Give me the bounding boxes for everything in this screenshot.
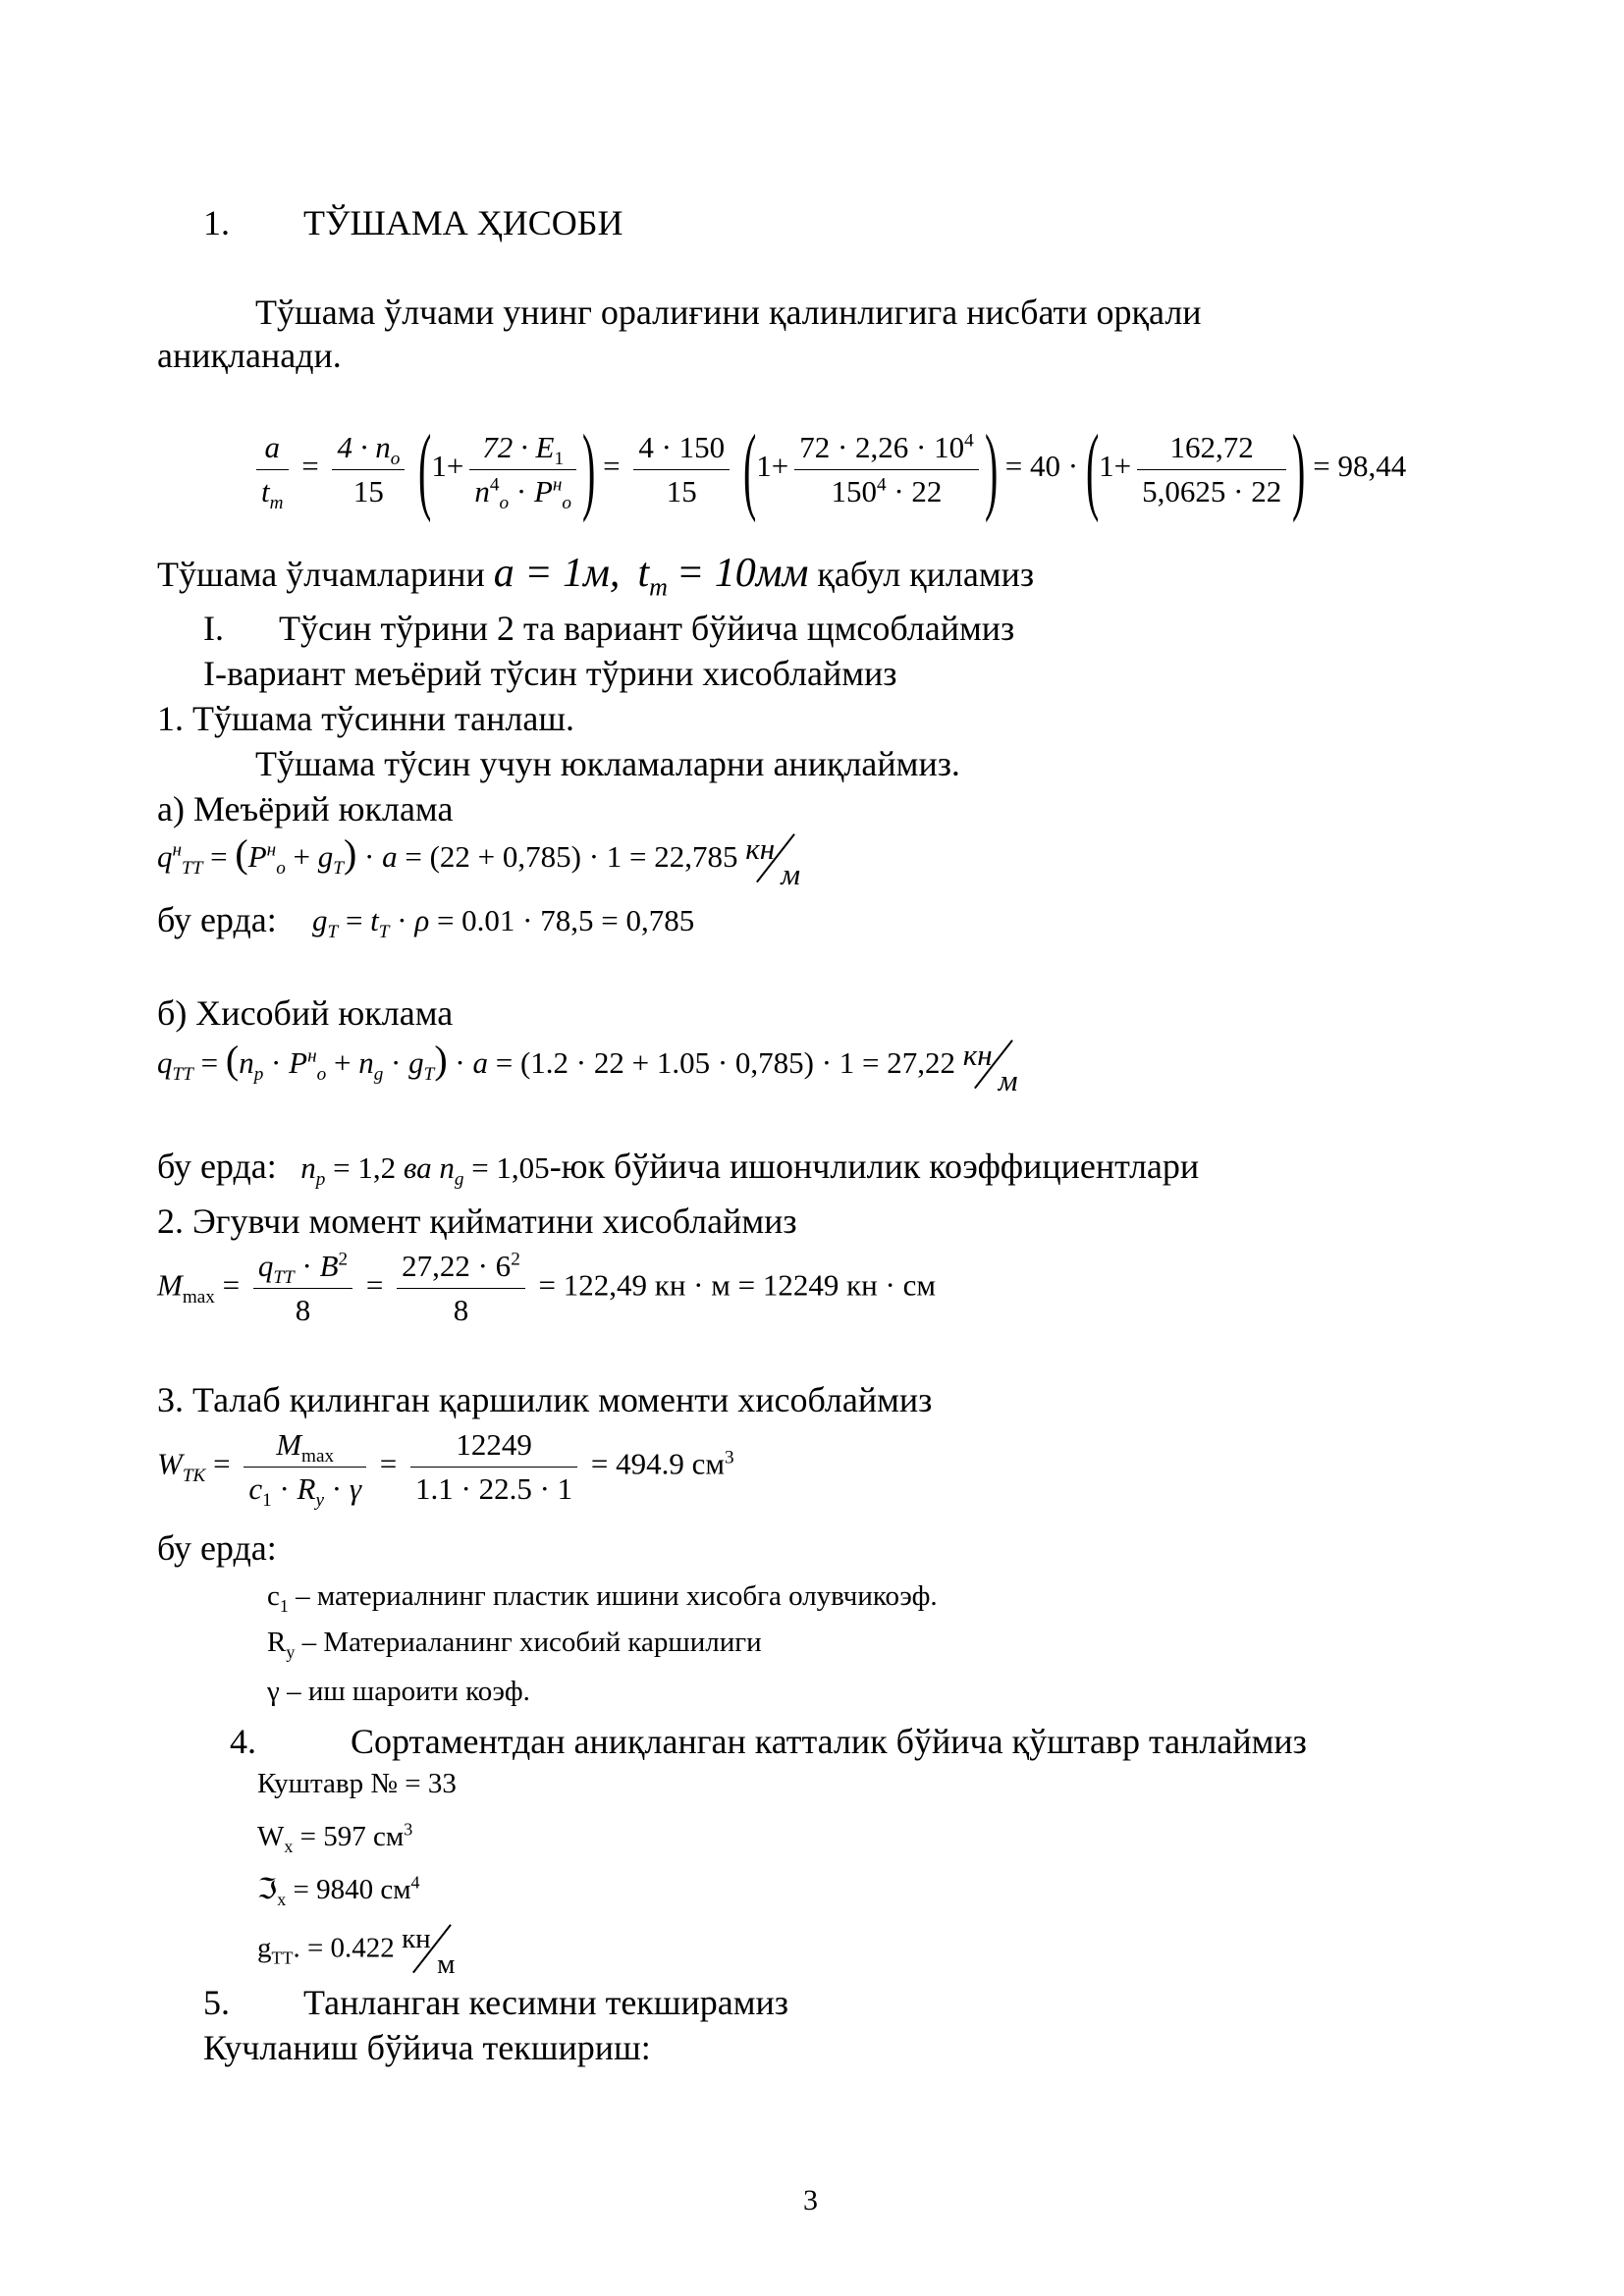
where-c1: $c_1$ – материалнинг пластик ишини хисобга олувчикоэф.: [267, 1580, 938, 1616]
equation-ratio: $\frac{a}{t_m}$ = $\frac{4 \cdot n_o}{15}$ (1+ $\frac{72 \cdot E_1}{n^4_o \cdot P^н_o}$ ) = $\frac{4 \cdot 150}{15}$ (1+ $\frac{72 \cdot 2,26 \cdot 10^4}{150^4 \cdot 22}$ ) = 40 · (1+ $\frac{162,72}{5,0625 \cdot 22}$ ) = 98,44: [250, 420, 1406, 518]
step-5-text: Танланган кесимни текширамиз: [303, 1983, 789, 2022]
design-load-label: б) Хисобий юклама: [157, 993, 454, 1033]
unit-kn-per-m-2: кн м: [962, 1037, 1018, 1097]
step-4-number: 4.: [230, 1722, 256, 1761]
normative-load-label: а) Меъёрий юклама: [157, 789, 454, 828]
where-gamma: γ – иш шароити коэф.: [267, 1676, 530, 1707]
section-I-number: I.: [203, 609, 224, 648]
normative-load-formula: $q^н_{TT} = (P^н_o + g_T) \cdot a = (22 + 0,785) \cdot 1 = 22,785$ кн м: [157, 834, 814, 884]
where-label-1: бу ерда:: [157, 900, 277, 939]
unit-kn-per-m-3: кн м: [402, 1923, 456, 1980]
where-label-3: бу ерда:: [157, 1528, 277, 1568]
heading-number: 1.: [203, 203, 230, 242]
moment-formula: $M_{max}$ = $\frac{q_{TT} \cdot B^2}{8}$ = $\frac{27,22 \cdot 6^2}{8}$ = 122,49 кн · м = 12249 кн · см: [157, 1245, 936, 1332]
variant-heading: I-вариант меъёрий тўсин тўрини хисоблаймиз: [203, 654, 897, 693]
where-reliability: бу ерда: $n_p = 1,2$ ва $n_g = 1,05-юк$ бўйича ишончлилик коэффициентлари: [157, 1147, 1200, 1191]
where-formula-1: $g_T = t_T \cdot \rho = 0.01 \cdot 78,5 = 0,785$: [312, 903, 695, 943]
design-load-formula: $q_{TT} = (n_p \cdot P^н_o + n_g \cdot g_T) \cdot a = (1.2 \cdot 22 + 1.05 \cdot 0,785) \cdot 1 = 27,22$ кн м: [157, 1041, 1032, 1091]
profile-jx: ℑ$_x$ = 9840 $см^4$: [257, 1872, 420, 1909]
profile-wx: $W_x = 597$ $см^3$: [257, 1819, 413, 1856]
accept-dimensions: Тўшама ўлчамларини a = 1м, $t_m = 10мм$ қабул қиламиз: [157, 551, 1035, 602]
intro-line-2: аниқланади.: [157, 336, 342, 375]
where-ry: $R_y$ – Материаланинг хисобий каршилиги: [267, 1627, 762, 1662]
step-1-sub: Тўшама тўсин учун юкламаларни аниқлаймиз.: [255, 744, 960, 783]
section-I-text: Тўсин тўрини 2 та вариант бўйича щмсоблаймиз: [279, 609, 1015, 648]
unit-kn-per-m: кн м: [745, 830, 801, 891]
step-2: 2. Эгувчи момент қийматини хисоблаймиз: [157, 1201, 797, 1241]
step-3: 3. Талаб қилинган қаршилик моменти хисоблаймиз: [157, 1380, 933, 1419]
stress-check: Кучланиш бўйича текшириш:: [203, 2028, 651, 2067]
page-number: 3: [803, 2184, 818, 2216]
heading-title: ТЎШАМА ҲИСОБИ: [303, 203, 623, 242]
intro-line-1: Тўшама ўлчами унинг оралиғини қалинлигига нисбати орқали: [255, 293, 1202, 332]
profile-kushtavr: Куштавр № = 33: [257, 1768, 457, 1799]
step-5-number: 5.: [203, 1983, 230, 2022]
section-modulus-formula: $W_{TK}$ = $\frac{M_{max}}{c_1 \cdot R_y \cdot \gamma}$ = $\frac{12249}{1.1 \cdot 22.5 \cdot 1}$ = 494.9 $см^3$: [157, 1423, 734, 1511]
profile-g: $g_{TT}$. = 0.422 кн м: [257, 1926, 470, 1975]
step-4-text: Сортаментдан аниқланган катталик бўйича қўштавр танлаймиз: [351, 1722, 1307, 1761]
step-1: 1. Тўшама тўсинни танлаш.: [157, 699, 575, 738]
